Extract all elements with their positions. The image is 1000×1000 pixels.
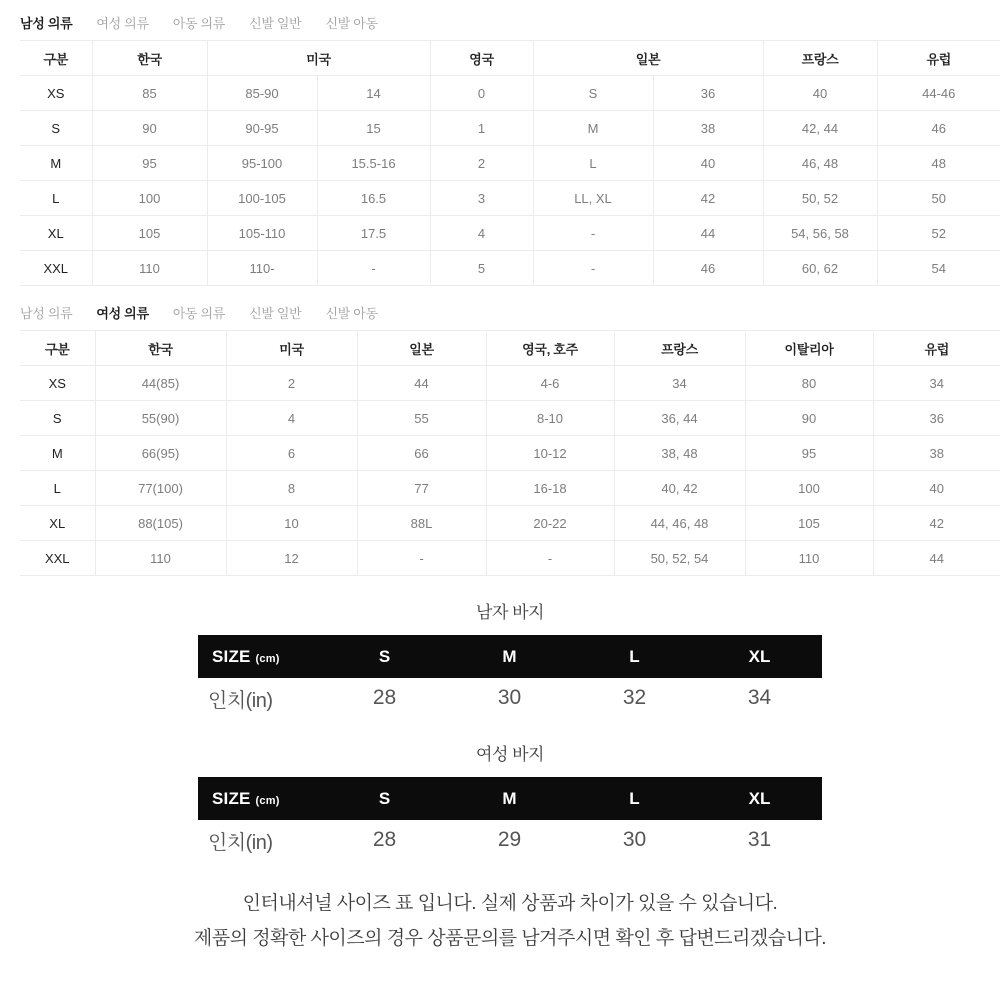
table-row [20,541,1000,576]
table-cell: 44-46 [877,76,1000,111]
table-cell: 85-90 [207,76,317,111]
column-header: 미국 [226,331,357,366]
table-cell: 55(90) [95,401,226,436]
row-header: XS [20,366,95,401]
table-cell: 110 [95,541,226,576]
row-header: L [20,471,95,506]
column-header: 영국, 호주 [486,331,614,366]
table-cell: 110 [92,251,207,286]
column-header: 영국 [430,41,533,76]
womens-pants-value-xl: 31 [747,828,772,851]
table-cell: 88L [357,506,486,541]
womens-pants-value-m: 29 [497,828,522,851]
tab-womens-clothing[interactable]: 여성 의류 [96,305,149,321]
table-cell: 16-18 [486,471,614,506]
table-cell: M [533,111,653,146]
womens-pants-title: 여성 바지 [476,745,544,764]
table-cell: - [357,541,486,576]
mens-pants-row-label: 인치(in) [208,689,273,712]
size-unit-text: (cm) [255,794,280,807]
column-header: 일본 [533,41,763,76]
table-cell: 44, 46, 48 [614,506,745,541]
table-row [20,471,1000,506]
column-header: 한국 [92,41,207,76]
size-label-text: SIZE [212,646,251,666]
row-header: XXL [20,251,92,286]
table-cell: 8-10 [486,401,614,436]
table-cell: 40, 42 [614,471,745,506]
footer-note [20,886,1000,956]
table-cell: 100-105 [207,181,317,216]
mens-pants-section [198,598,822,718]
table-cell: 4 [226,401,357,436]
womens-table-header-row [20,331,1000,366]
table-cell: 52 [877,216,1000,251]
row-header: XXL [20,541,95,576]
table-cell: 15.5-16 [317,146,430,181]
row-header: M [20,146,92,181]
table-cell: 95 [92,146,207,181]
table-cell: 10-12 [486,436,614,471]
column-header: 일본 [357,331,486,366]
table-cell: 50, 52 [763,181,877,216]
table-row [20,111,1000,146]
table-cell: 66(95) [95,436,226,471]
footer-line1: 인터내셔널 사이즈 표 입니다. 실제 상품과 차이가 있을 수 있습니다. [242,893,778,914]
size-unit-text: (cm) [255,652,280,665]
table-cell: 36, 44 [614,401,745,436]
table-cell: 3 [430,181,533,216]
table-cell: 48 [877,146,1000,181]
footer-line2: 제품의 정확한 사이즈의 경우 상품문의를 남겨주시면 확인 후 답변드리겠습니다. [193,928,827,949]
row-header: M [20,436,95,471]
mens-table-header-row [20,41,1000,76]
table-cell: - [486,541,614,576]
table-cell: 66 [357,436,486,471]
mens-pants-title: 남자 바지 [476,603,544,622]
womens-pants-values-row [198,820,822,860]
table-cell: 4 [430,216,533,251]
tab-womens-clothing[interactable]: 여성 의류 [96,15,149,31]
column-header: 유럽 [877,41,1000,76]
womens-size-table [20,330,1000,576]
table-cell: 20-22 [486,506,614,541]
table-row [20,401,1000,436]
mens-pants-col-m: M [502,646,517,666]
womens-pants-col-m: M [502,788,517,808]
table-cell: 6 [226,436,357,471]
table-cell: 90 [745,401,873,436]
tab-shoes-general[interactable]: 신발 일반 [249,15,302,31]
column-header: 이탈리아 [745,331,873,366]
table-cell: 85 [92,76,207,111]
womens-pants-value-s: 28 [372,828,397,851]
row-header: XL [20,506,95,541]
size-category-tabs-mens [20,12,1000,32]
table-cell: 77 [357,471,486,506]
tab-mens-clothing[interactable]: 남성 의류 [20,305,73,321]
table-cell: 2 [430,146,533,181]
table-cell: 100 [745,471,873,506]
table-cell: 110- [207,251,317,286]
table-cell: 90-95 [207,111,317,146]
row-header: L [20,181,92,216]
womens-pants-header-row [198,777,822,820]
column-header: 구분 [20,331,95,366]
mens-pants-value-m: 30 [497,686,522,709]
table-cell: 42 [653,181,763,216]
table-cell: 80 [745,366,873,401]
table-cell: 8 [226,471,357,506]
table-cell: 110 [745,541,873,576]
womens-pants-row-label: 인치(in) [208,831,273,854]
mens-pants-header-row [198,635,822,678]
mens-pants-col-xl: XL [748,646,771,666]
table-cell: 105-110 [207,216,317,251]
table-cell: 100 [92,181,207,216]
column-header: 미국 [207,41,430,76]
tab-shoes-general[interactable]: 신발 일반 [249,305,302,321]
table-row [20,436,1000,471]
table-cell: 12 [226,541,357,576]
column-header: 프랑스 [763,41,877,76]
womens-pants-size-label [198,789,322,809]
table-cell: 16.5 [317,181,430,216]
tab-kids-clothing[interactable]: 아동 의류 [172,15,226,31]
womens-pants-col-s: S [378,788,391,808]
womens-pants-section [198,740,822,860]
table-cell: 34 [614,366,745,401]
table-cell: 10 [226,506,357,541]
table-cell: 90 [92,111,207,146]
table-row [20,76,1000,111]
row-header: S [20,401,95,436]
table-row [20,181,1000,216]
table-cell: 44 [873,541,1000,576]
table-cell: - [317,251,430,286]
table-row [20,506,1000,541]
mens-pants-col-l: L [629,646,640,666]
womens-pants-value-l: 30 [622,828,647,851]
tab-shoes-kids[interactable]: 신발 아동 [325,15,378,31]
tab-mens-clothing[interactable]: 남성 의류 [20,15,73,31]
tab-kids-clothing[interactable]: 아동 의류 [172,305,226,321]
table-cell: 40 [653,146,763,181]
table-cell: 40 [763,76,877,111]
table-cell: 46 [653,251,763,286]
table-cell: 36 [653,76,763,111]
table-cell: 54, 56, 58 [763,216,877,251]
table-cell: 2 [226,366,357,401]
table-cell: 0 [430,76,533,111]
table-cell: 40 [873,471,1000,506]
mens-pants-col-s: S [378,646,391,666]
table-cell: 42 [873,506,1000,541]
womens-pants-col-xl: XL [748,788,771,808]
table-row [20,216,1000,251]
mens-pants-value-xl: 34 [747,686,772,709]
table-cell: 44 [653,216,763,251]
table-cell: 17.5 [317,216,430,251]
row-header: XL [20,216,92,251]
row-header: XS [20,76,92,111]
table-row [20,366,1000,401]
mens-pants-values-row [198,678,822,718]
table-cell: 46, 48 [763,146,877,181]
mens-pants-value-s: 28 [372,686,397,709]
table-cell: 34 [873,366,1000,401]
table-cell: 95-100 [207,146,317,181]
column-header: 프랑스 [614,331,745,366]
table-cell: 44 [357,366,486,401]
table-cell: 38 [653,111,763,146]
table-cell: 54 [877,251,1000,286]
table-cell: S [533,76,653,111]
table-cell: 42, 44 [763,111,877,146]
table-cell: 50 [877,181,1000,216]
column-header: 구분 [20,41,92,76]
tab-shoes-kids[interactable]: 신발 아동 [325,305,378,321]
size-category-tabs-womens [20,302,1000,322]
table-cell: 46 [877,111,1000,146]
table-cell: 38 [873,436,1000,471]
table-cell: 44(85) [95,366,226,401]
table-cell: 88(105) [95,506,226,541]
row-header: S [20,111,92,146]
table-cell: 4-6 [486,366,614,401]
table-cell: 105 [745,506,873,541]
table-cell: 60, 62 [763,251,877,286]
table-cell: 1 [430,111,533,146]
table-cell: 36 [873,401,1000,436]
table-cell: 105 [92,216,207,251]
mens-size-table [20,40,1000,286]
table-cell: 50, 52, 54 [614,541,745,576]
table-cell: 55 [357,401,486,436]
column-header: 한국 [95,331,226,366]
mens-pants-value-l: 32 [622,686,647,709]
table-cell: 77(100) [95,471,226,506]
table-cell: 95 [745,436,873,471]
womens-pants-col-l: L [629,788,640,808]
table-cell: 14 [317,76,430,111]
table-cell: L [533,146,653,181]
table-row [20,146,1000,181]
table-cell: 5 [430,251,533,286]
column-header: 유럽 [873,331,1000,366]
table-cell: - [533,251,653,286]
mens-pants-size-label [198,647,322,667]
table-cell: 38, 48 [614,436,745,471]
table-cell: LL, XL [533,181,653,216]
table-cell: - [533,216,653,251]
size-label-text: SIZE [212,788,251,808]
table-row [20,251,1000,286]
table-cell: 15 [317,111,430,146]
